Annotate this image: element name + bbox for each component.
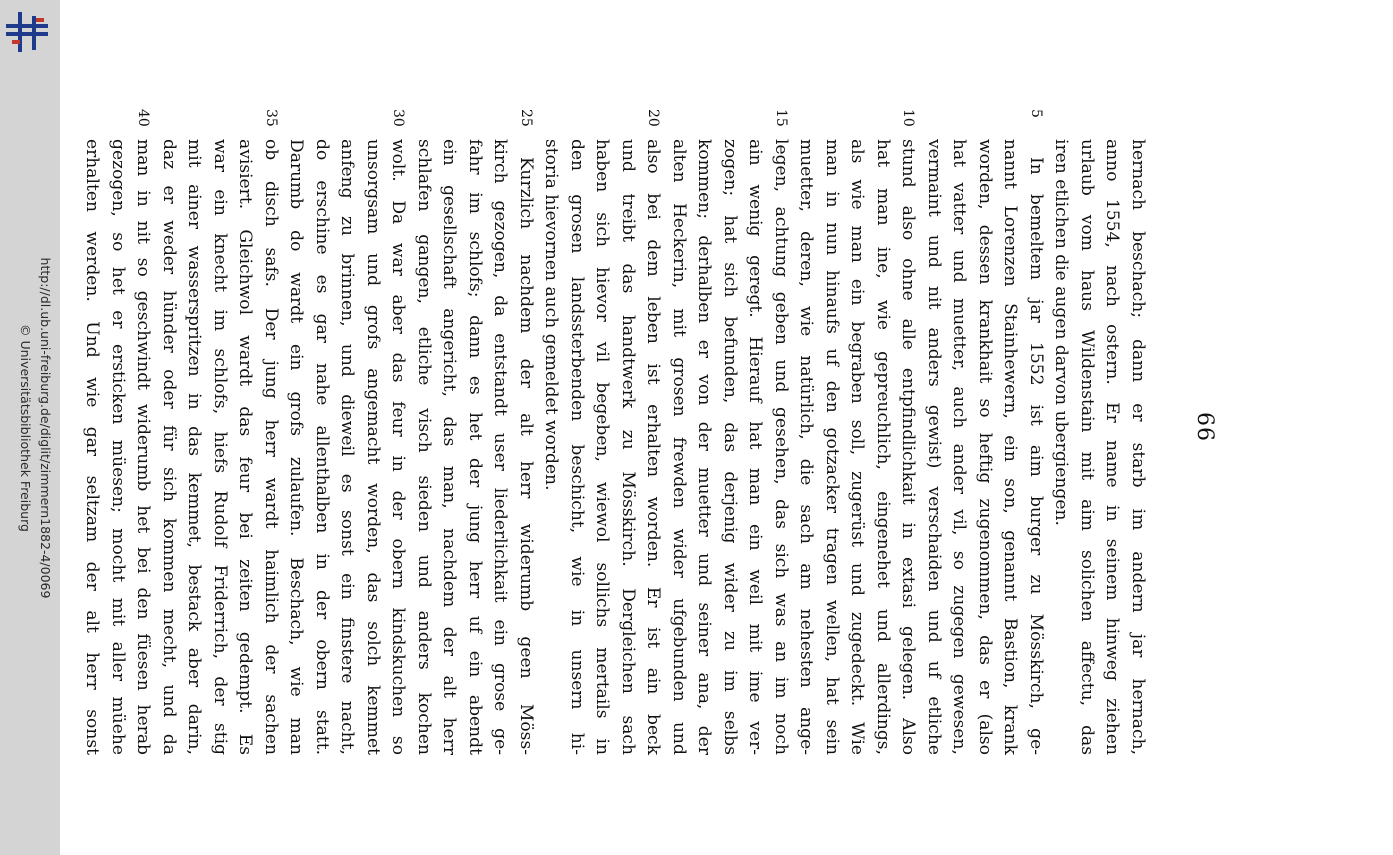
line-number: 25 bbox=[518, 109, 534, 127]
text-line bbox=[436, 139, 462, 755]
line-text: war ein knecht im schlofs, hiefs Rudolf Friderrich, der stig bbox=[210, 139, 230, 755]
text-line bbox=[768, 109, 794, 755]
line-text: haben sich hievor vil begeben, wiewol sollichs mertails in bbox=[592, 139, 613, 755]
line-text: erhalten werden. Und wie gar seltzam der alt herr sonst bbox=[82, 139, 103, 755]
line-number: 35 bbox=[263, 109, 279, 127]
text-line bbox=[997, 139, 1023, 755]
text-line bbox=[1023, 109, 1049, 755]
line-text: gezogen, so het er ersticken müesen; mocht mit aller müehe bbox=[108, 139, 128, 755]
text-line bbox=[717, 139, 743, 755]
line-text: wolt. Da war aber das feur in der obern kindskuchen so bbox=[388, 139, 409, 755]
source-url[interactable]: http://dl.ub.uni-freiburg.de/diglit/zimmern1882-4/0069 bbox=[38, 257, 53, 599]
line-text: Kurzlich nachdem der alt herr widerumb geen Möss- bbox=[516, 157, 536, 755]
text-line bbox=[615, 139, 641, 755]
text-line bbox=[258, 109, 284, 755]
text-line bbox=[946, 139, 972, 755]
scanned-page bbox=[82, 7, 1255, 847]
text-line bbox=[207, 139, 233, 755]
line-text: avisiert. Gleichwol wardt das feur bei zeiten gedempt. Es bbox=[235, 139, 256, 755]
line-text: legen, achtung geben und gesehen, das sich was an im noch bbox=[771, 139, 791, 755]
text-line bbox=[691, 139, 717, 755]
text-line bbox=[589, 139, 615, 755]
line-text: stund also ohne alle entpfindlichkait in extasi gelegen. Also bbox=[898, 139, 919, 755]
text-line bbox=[1125, 139, 1151, 755]
line-text: hat man ine, wie gepreuchlich, eingenehet und allerdings, bbox=[873, 139, 893, 755]
copyright-notice: © Universitätsbibliothek Freiburg bbox=[18, 324, 33, 532]
text-line bbox=[360, 139, 386, 755]
text-line bbox=[742, 139, 768, 755]
text-line bbox=[564, 139, 590, 755]
line-text: hat vatter und muetter, auch ander vil, so zugegen gewesen, bbox=[949, 139, 970, 755]
line-text: also bei dem leben ist erhalten worden. Er ist ain beck bbox=[643, 139, 664, 755]
line-number: 40 bbox=[135, 109, 152, 127]
line-text: anfeng zu brinnen, und dieweil es sonst ein finstere nacht, bbox=[337, 139, 358, 755]
text-line bbox=[793, 139, 819, 755]
line-text: den grosen landssterbenden beschicht, wie in unsern hi- bbox=[567, 139, 587, 755]
text-line bbox=[487, 139, 513, 755]
text-line bbox=[870, 139, 896, 755]
line-number: 15 bbox=[773, 109, 789, 127]
text-line bbox=[283, 139, 309, 755]
line-text: nannt Lorenzen Stainhewern, ein son, genannt Bastion, krank bbox=[1000, 139, 1021, 755]
viewer-sidebar bbox=[0, 0, 60, 855]
text-line bbox=[309, 139, 335, 755]
line-text: als wie man ein begraben soll, zugerüst und zugedeckt. Wie bbox=[847, 139, 868, 755]
page-number: 66 bbox=[1192, 412, 1217, 442]
line-text: fahr im schlofs; dann es het der jung herr uf ein abendt bbox=[465, 139, 485, 755]
line-text: ein gesellschaft angericht, das man, nachdem der alt herr bbox=[439, 139, 460, 755]
line-text: und treibt das handtwerk zu Mösskirch. Dergleichen sach bbox=[618, 139, 638, 755]
text-line bbox=[385, 109, 411, 755]
text-line bbox=[1099, 139, 1125, 755]
text-line bbox=[181, 139, 207, 755]
line-text: worden, dessen krankhait so heftig zugenommen, das er (also bbox=[975, 139, 995, 755]
line-text: daz er weder hünder oder für sich kommen mecht, und da bbox=[159, 139, 179, 755]
line-number: 20 bbox=[645, 109, 662, 127]
text-line bbox=[105, 139, 131, 755]
text-line bbox=[538, 139, 564, 755]
line-text: iren etlichen die augen darvon ubergiengen. bbox=[1051, 139, 1072, 526]
text-line bbox=[232, 139, 258, 755]
line-text: zogen; hat sich befunden, das derjenig wider zu im selbs bbox=[720, 139, 740, 755]
line-text: kirch gezogen, da entstandt user liederlichkait ein grose ge- bbox=[490, 139, 511, 755]
text-line bbox=[411, 139, 437, 755]
text-line bbox=[1048, 139, 1074, 755]
line-text: man in nit so geschwindt widerumb het bei den füesen herab bbox=[133, 139, 154, 755]
text-line bbox=[921, 139, 947, 755]
line-text: alten Heckerin, mit grosen frewden wider ufgebunden und bbox=[669, 139, 689, 755]
text-line bbox=[640, 109, 666, 755]
text-line bbox=[895, 109, 921, 755]
line-text: urlaub vom haus Wildenstain mit aim solichen affectu, das bbox=[1077, 139, 1097, 755]
line-text: Darumb do wardt ein grofs zulaufen. Beschach, wie man bbox=[286, 139, 307, 755]
line-text: man in nun hinaufs uf den gotzacker tragen wellen, hat sein bbox=[822, 139, 842, 755]
line-text: do erschine es gar nahe allenthalben in der obern statt. bbox=[312, 139, 332, 755]
text-line bbox=[462, 139, 488, 755]
text-line bbox=[513, 109, 539, 755]
line-text: schlafen gangen, etliche visch sieden und anders kochen bbox=[414, 139, 434, 755]
line-text: vermaint und nit anders gewist) verschaiden und uf etliche bbox=[924, 139, 944, 755]
line-text: mit ainer wasserspritzen in das kemmet, bestack aber darin, bbox=[184, 139, 205, 755]
line-text: hernach beschach; dann er starb im andern jar hernach, bbox=[1128, 139, 1148, 755]
line-text: In bemeltem jar 1552 ist aim burger zu Mösskirch, ge- bbox=[1026, 157, 1046, 755]
line-text: unsorgsam und grofs angemacht worden, das solch kemmet bbox=[363, 139, 383, 755]
text-line bbox=[972, 139, 998, 755]
text-line bbox=[819, 139, 845, 755]
line-number: 5 bbox=[1028, 109, 1044, 118]
text-line bbox=[79, 139, 105, 755]
line-text: ob disch safs. Der jung herr wardt haimlich der sachen bbox=[261, 139, 281, 755]
text-line bbox=[844, 139, 870, 755]
line-number: 30 bbox=[390, 109, 407, 127]
line-number: 10 bbox=[900, 109, 917, 127]
line-text: muetter, deren, wie natürlich, die sach am nehesten ange- bbox=[796, 139, 817, 755]
text-line bbox=[666, 139, 692, 755]
line-text: anno 1554, nach ostern. Er name in seinem hinweg ziehen bbox=[1102, 139, 1123, 755]
page-text bbox=[79, 109, 1150, 755]
line-text: kommen; derhalben er von der muetter und seiner ana, der bbox=[694, 139, 715, 755]
text-line bbox=[156, 139, 182, 755]
text-line bbox=[130, 109, 156, 755]
line-text: storia hievornen auch gemeldet worden. bbox=[541, 139, 562, 491]
text-line bbox=[1074, 139, 1100, 755]
line-text: ain wenig geregt. Hierauf hat man ein weil mit ime ver- bbox=[745, 139, 766, 755]
text-line bbox=[334, 139, 360, 755]
